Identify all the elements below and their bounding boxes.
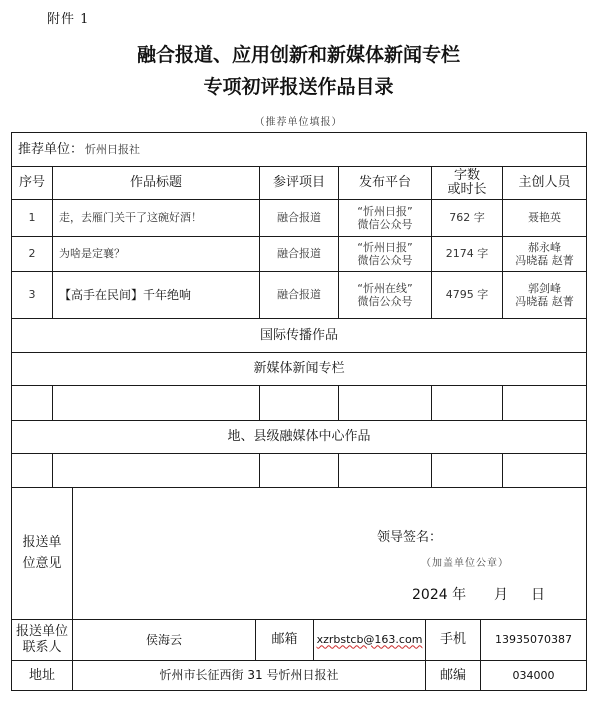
entry-creators-line1: 聂艳英 bbox=[528, 211, 561, 225]
entry-category: 融合报道 bbox=[277, 211, 321, 225]
entry-no: 2 bbox=[28, 247, 36, 261]
entry-category: 融合报道 bbox=[277, 247, 321, 261]
document-subtitle: 专项初评报送作品目录 bbox=[203, 76, 394, 98]
email-value bbox=[314, 620, 425, 660]
address-value: 忻州市长征西街 31 号忻州日报社 bbox=[159, 668, 339, 683]
entry-words: 4795 字 bbox=[445, 288, 489, 302]
header-platform: 发布平台 bbox=[358, 175, 411, 191]
recommend-unit-label: 推荐单位： bbox=[18, 141, 84, 157]
zip-label: 邮编 bbox=[439, 667, 466, 683]
entry-platform-line2: 微信公众号 bbox=[357, 254, 413, 267]
email-label: 邮箱 bbox=[271, 632, 298, 648]
opinion-label bbox=[12, 488, 72, 619]
header-creators: 主创人员 bbox=[518, 175, 571, 191]
email-text: xzrbstcb@163.com bbox=[316, 633, 423, 647]
opinion-label-line1: 报送单 bbox=[22, 534, 62, 550]
fill-note: （推荐单位填报） bbox=[254, 117, 343, 128]
entry-platform bbox=[339, 272, 431, 318]
entry-platform-line1: “忻州日报” bbox=[357, 204, 413, 218]
header-title: 作品标题 bbox=[129, 175, 182, 191]
date-month: 月 bbox=[494, 587, 508, 603]
entry-creators-line2: 冯晓磊 赵菁 bbox=[515, 295, 574, 308]
section-international: 国际传播作品 bbox=[259, 327, 338, 343]
header-no: 序号 bbox=[18, 175, 45, 191]
entry-platform-line1: “忻州日报” bbox=[357, 240, 413, 254]
header-category: 参评项目 bbox=[272, 175, 325, 191]
phone-label: 手机 bbox=[439, 632, 466, 648]
entry-creators-line2: 冯晓磊 赵菁 bbox=[515, 254, 574, 267]
document-title: 融合报道、应用创新和新媒体新闻专栏 bbox=[136, 44, 460, 66]
entry-title: 走，去雁门关干了这碗好酒！ bbox=[59, 211, 202, 225]
date-year: 2024 年 bbox=[412, 587, 467, 603]
contact-label-line1: 报送单位 bbox=[15, 624, 68, 640]
entry-title: 【高手在民间】千年绝响 bbox=[59, 287, 192, 302]
section-new-media: 新媒体新闻专栏 bbox=[253, 361, 345, 377]
entry-platform bbox=[339, 200, 431, 236]
attachment-label: 附件 1 bbox=[47, 12, 90, 27]
stamp-note: （加盖单位公章） bbox=[421, 558, 509, 569]
entry-platform-line2: 微信公众号 bbox=[357, 295, 413, 308]
contact-label bbox=[12, 620, 72, 660]
header-words-line1: 字数 bbox=[453, 168, 480, 184]
entry-words: 762 字 bbox=[449, 211, 485, 225]
phone-value: 13935070387 bbox=[495, 633, 572, 647]
entry-platform-line2: 微信公众号 bbox=[357, 218, 413, 231]
header-words bbox=[432, 167, 502, 199]
entry-no: 3 bbox=[28, 288, 36, 302]
entry-creators bbox=[503, 200, 586, 236]
date-day: 日 bbox=[531, 587, 545, 603]
entry-platform-line1: “忻州在线” bbox=[357, 281, 413, 295]
entry-platform bbox=[339, 237, 431, 271]
opinion-label-line2: 位意见 bbox=[22, 555, 62, 571]
contact-label-line2: 联系人 bbox=[22, 640, 62, 655]
entry-creators bbox=[503, 272, 586, 318]
entry-creators-line1: 郭剑峰 bbox=[528, 281, 561, 295]
entry-creators-line1: 郝永峰 bbox=[528, 240, 561, 254]
entry-category: 融合报道 bbox=[277, 288, 321, 302]
entry-no: 1 bbox=[28, 211, 36, 225]
entry-creators bbox=[503, 237, 586, 271]
zip-value: 034000 bbox=[512, 668, 555, 682]
entry-title: 为啥是定襄？ bbox=[59, 247, 125, 261]
recommend-unit-row bbox=[12, 133, 586, 166]
header-words-line2: 或时长 bbox=[447, 182, 487, 197]
contact-name: 侯海云 bbox=[145, 632, 182, 647]
leader-sign-label: 领导签名： bbox=[377, 530, 443, 545]
address-label: 地址 bbox=[28, 667, 55, 683]
recommend-unit-value: 忻州日报社 bbox=[85, 142, 141, 156]
entry-words: 2174 字 bbox=[445, 247, 489, 261]
section-county: 地、县级融媒体中心作品 bbox=[227, 429, 371, 445]
